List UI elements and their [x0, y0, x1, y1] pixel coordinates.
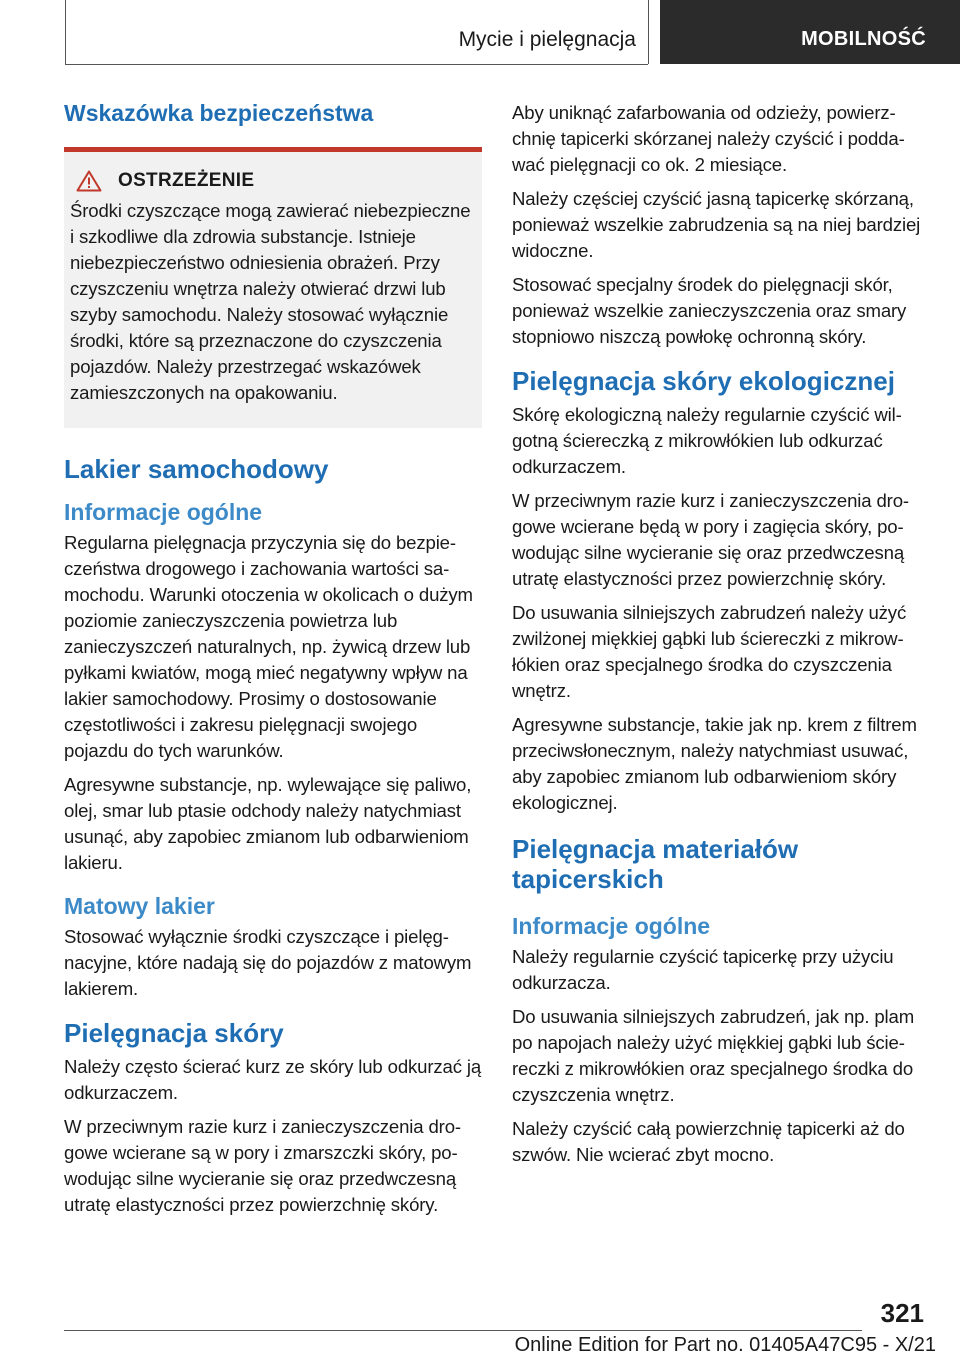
paragraph: Stosować specjalny środek do pielęgnacji skór, ponieważ wszelkie zanieczyszczenia oraz smary stopniowo niszczą powłokę ochronną skóry. — [512, 274, 907, 347]
warning-header — [70, 170, 472, 192]
header-left-rule — [65, 0, 66, 64]
warning-title: OSTRZEŻENIE — [118, 170, 255, 191]
header-bottom-rule — [65, 64, 648, 65]
paint-heading: Lakier samochodowy — [64, 454, 329, 484]
warning-text: Środki czyszczące mogą zawierać niebezpieczne i szkodliwe dla zdrowia substancje. Istnieje niebezpieczeństwo odniesienia obrażeń. Przy czyszczeniu wnętrza należy otwierać drzwi lub szyby samochodu. Należy stosować wyłącznie środki, które są przeznaczone do czyszczenia pojazdów. Należy przestrzegać wskazówek zamieszczonych na opakowaniu. — [70, 200, 471, 403]
edition-note: Online Edition for Part no. 01405A47C95 - X/21 — [514, 1334, 936, 1356]
paragraph: Do usuwania silniejszych zabrudzeń należy użyć zwilżonej miękkiej gąbki lub ściereczki z mikrowłókien oraz specjalnego środka do czyszczenia wnętrz. — [512, 602, 907, 701]
paragraph: Stosować wyłącznie środki czyszczące i pielęgnacyjne, które nadają się do pojazdów z matowym lakierem. — [64, 926, 472, 999]
safety-heading: Wskazówka bezpieczeństwa — [64, 100, 374, 126]
upholstery-info-heading: Informacje ogólne — [512, 913, 711, 939]
paragraph: Aby uniknąć zafarbowania od odzieży, powierzchnię tapicerki skórzanej należy czyścić i poddawać pielęgnacji co ok. 2 miesiące. — [512, 102, 905, 175]
general-info-heading: Informacje ogólne — [64, 499, 263, 525]
footer-rule — [64, 1330, 862, 1331]
right-column — [512, 100, 930, 1176]
paragraph: Agresywne substancje, np. wylewające się paliwo, olej, smar lub ptasie odchody należy natychmiast usunąć, aby zapobiec zmianom lub odbarwieniom lakieru. — [64, 774, 472, 873]
left-column — [64, 100, 482, 1226]
leather-care-heading: Pielęgnacja skóry — [64, 1018, 284, 1048]
paragraph: Należy częściej czyścić jasną tapicerkę skórzaną, ponieważ wszelkie zabrudzenia są na niej bardziej widoczne. — [512, 188, 921, 261]
header-chapter-tab: MOBILNOŚĆ — [660, 0, 960, 64]
paragraph: Do usuwania silniejszych zabrudzeń, jak np. plam po napojach należy użyć miękkiej gąbki lub ściereczki z mikrowłókien oraz specjalnego środka do czyszczenia wnętrz. — [512, 1006, 915, 1105]
paragraph: Należy czyścić całą powierzchnię tapicerki aż do szwów. Nie wcierać zbyt mocno. — [512, 1118, 905, 1165]
page-number: 321 — [880, 1298, 924, 1328]
upholstery-heading: Pielęgnacja materiałów tapicerskich — [512, 834, 799, 894]
header-divider — [648, 0, 649, 64]
header-section-title: Mycie i pielęgnacja — [458, 28, 636, 51]
matte-paint-heading: Matowy lakier — [64, 893, 215, 919]
paragraph: Należy regularnie czyścić tapicerkę przy użyciu odkurzacza. — [512, 946, 894, 993]
paragraph: Agresywne substancje, takie jak np. krem z filtrem przeciwsłonecznym, należy natychmiast usuwać, aby zapobiec zmianom lub odbarwieniom skóry ekologicznej. — [512, 714, 917, 813]
paragraph: W przeciwnym razie kurz i zanieczyszczenia drogowe wcierane są w pory i zmarszczki skóry, powodując silne wycieranie się oraz przedwczesną utratę elastyczności przez powierzchnię skóry. — [64, 1116, 462, 1215]
paragraph: Skórę ekologiczną należy regularnie czyścić wilgotną ściereczką z mikrowłókien lub odkurzać odkurzaczem. — [512, 404, 902, 477]
paragraph: Należy często ścierać kurz ze skóry lub odkurzać ją odkurzaczem. — [64, 1056, 482, 1103]
paragraph: Regularna pielęgnacja przyczynia się do bezpieczeństwa drogowego i zachowania wartości samochodu. Warunki otoczenia w okolicach o dużym poziomie zanieczyszczenia powietrza lub zanieczyszczeń naturalnych, np. żywicą drzew lub pyłkami kwiatów, mogą mieć negatywny wpływ na lakier samochodowy. Prosimy o dostosowanie częstotliwości i zakresu pielęgnacji swojego pojazdu do tych warunków. — [64, 532, 473, 761]
warning-box — [64, 147, 482, 428]
eco-leather-heading: Pielęgnacja skóry ekologicznej — [512, 366, 895, 396]
warning-triangle-icon — [76, 170, 102, 192]
paragraph: W przeciwnym razie kurz i zanieczyszczenia drogowe wcierane będą w pory i zagięcia skóry, powodując silne wycieranie się oraz przedwczesną utratę elastyczności przez powierzchnię skóry. — [512, 490, 910, 589]
